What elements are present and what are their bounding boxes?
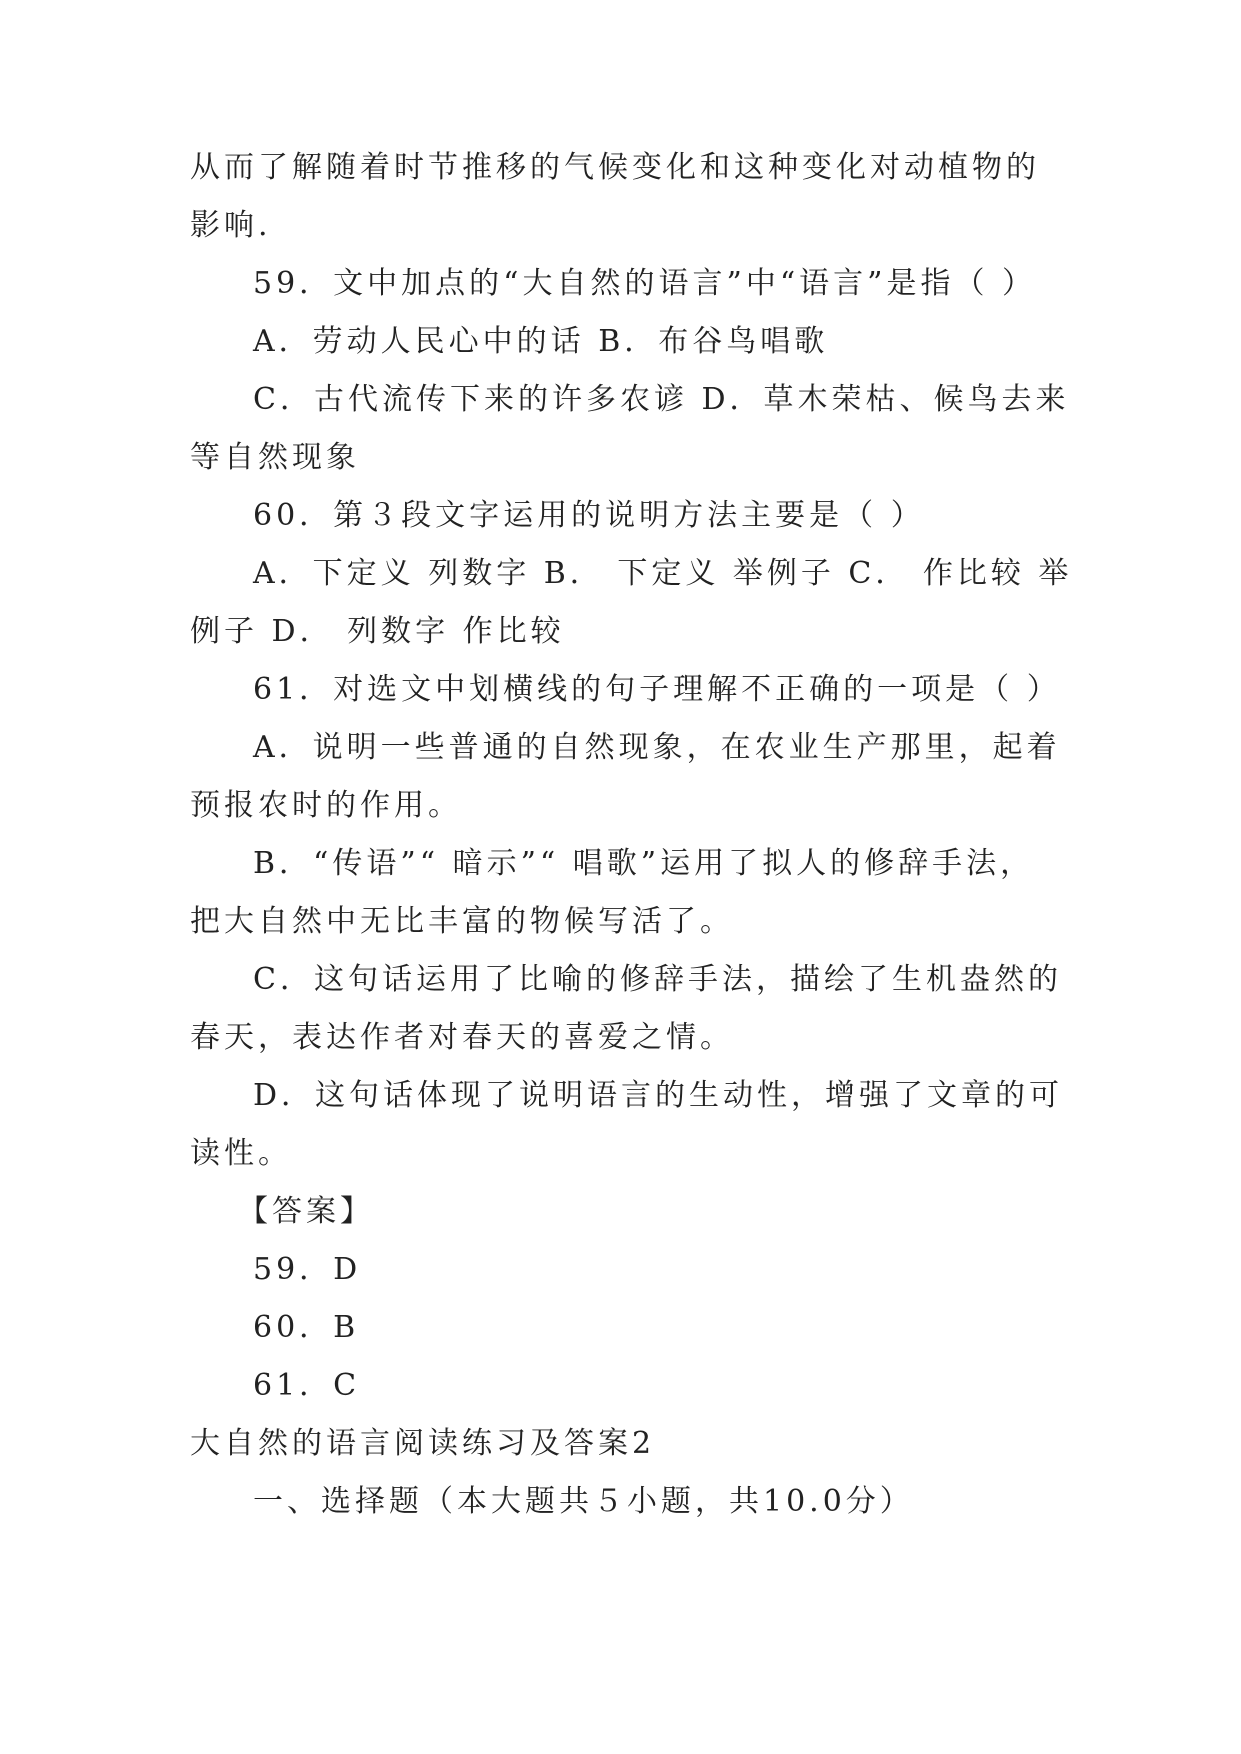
- section-instruction: 一、选择题（本大题共５小题，共10.0分）: [253, 1484, 914, 1519]
- question-61-option-a-cont: 预报农时的作用。: [190, 788, 462, 823]
- question-59-options-cont: 等自然现象: [190, 440, 360, 475]
- passage-text-line: 影响.: [190, 208, 272, 243]
- question-61-option-d-cont: 读性。: [190, 1136, 292, 1171]
- question-59-options-cd: C．古代流传下来的许多农谚 D．草木荣枯、候鸟去来: [253, 382, 1070, 417]
- question-59-options-ab: A．劳动人民心中的话 B．布谷鸟唱歌: [253, 324, 829, 359]
- question-60: 60．第３段文字运用的说明方法主要是（ ）: [253, 498, 925, 533]
- question-60-options: A．下定义 列数字 B． 下定义 举例子 C． 作比较 举: [253, 556, 1073, 591]
- question-61: 61．对选文中划横线的句子理解不正确的一项是（ ）: [253, 672, 1061, 707]
- question-59: 59．文中加点的“大自然的语言”中“语言”是指（ ）: [253, 266, 1037, 301]
- answer-61: 61．C: [253, 1368, 361, 1403]
- question-61-option-b-cont: 把大自然中无比丰富的物候写活了。: [190, 904, 734, 939]
- question-61-option-c: C．这句话运用了比喻的修辞手法，描绘了生机盎然的: [253, 962, 1062, 997]
- question-60-options-cont: 例子 D． 列数字 作比较: [190, 614, 565, 649]
- section-title: 大自然的语言阅读练习及答案2: [190, 1426, 656, 1461]
- answer-heading: 【答案】: [238, 1194, 374, 1229]
- question-61-option-b: B．“传语”“ 暗示”“ 唱歌”运用了拟人的修辞手法，: [253, 846, 1035, 881]
- passage-text-line: 从而了解随着时节推移的气候变化和这种变化对动植物的: [190, 150, 1040, 185]
- answer-59: 59．D: [253, 1252, 362, 1287]
- answer-60: 60．B: [253, 1310, 360, 1345]
- question-61-option-c-cont: 春天，表达作者对春天的喜爱之情。: [190, 1020, 734, 1055]
- question-61-option-d: D．这句话体现了说明语言的生动性，增强了文章的可: [253, 1078, 1064, 1113]
- question-61-option-a: A．说明一些普通的自然现象，在农业生产那里，起着: [253, 730, 1061, 765]
